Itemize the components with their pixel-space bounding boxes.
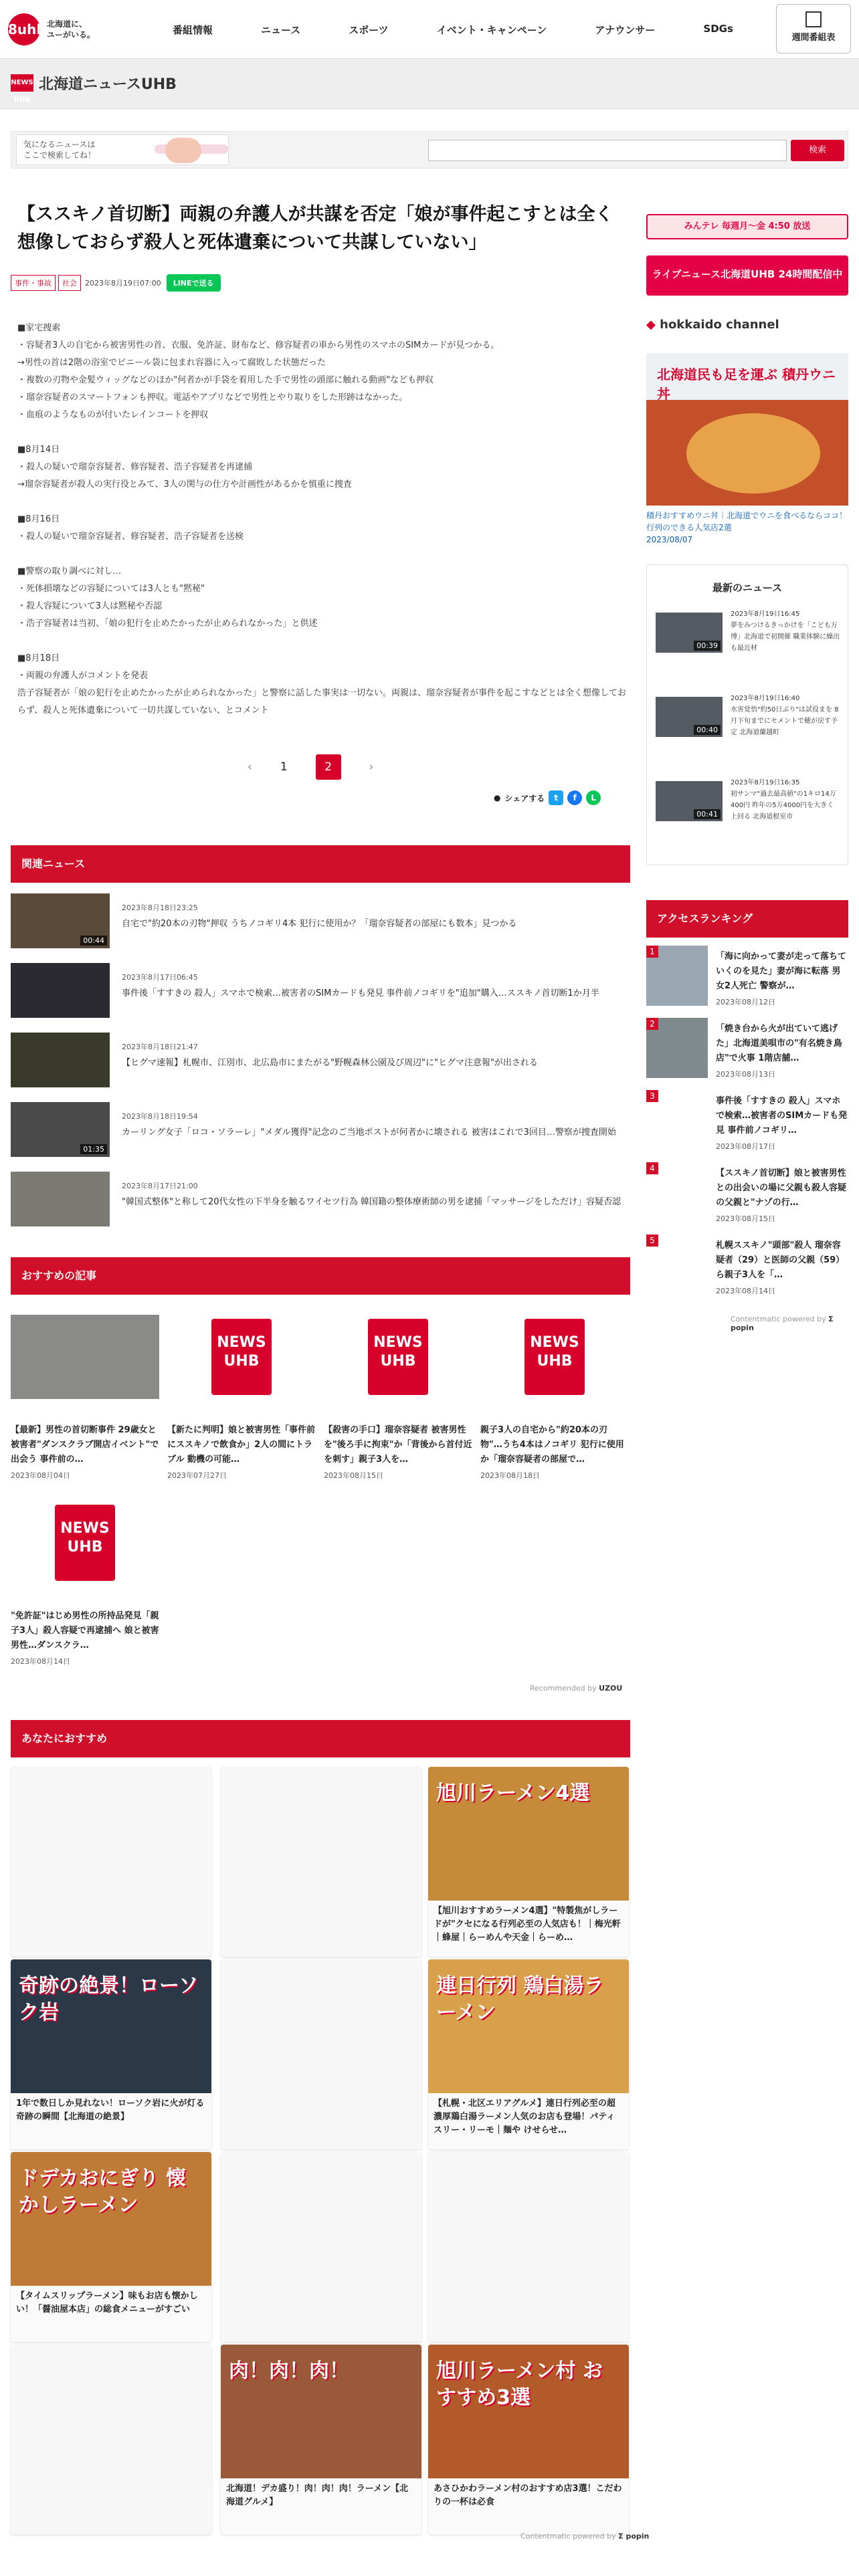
ranking-powered: Contentmatic powered by Σ popin [731, 1315, 834, 1332]
latest-thumbnail [656, 781, 723, 821]
paragraph-gap [17, 494, 630, 511]
article-line: →瑠奈容疑者が殺人の実行役とみて、3人の関与の仕方や計画性があるかを慎重に捜査 [17, 479, 352, 490]
news-uhb-logo-thumb: NEWS UHB [55, 1505, 115, 1581]
video-duration: 00:41 [694, 809, 721, 819]
paragraph-gap [17, 424, 630, 441]
recommended-thumbnail [11, 1501, 159, 1585]
article-line: ・殺人容疑について3人は黙秘や否認 [17, 601, 163, 611]
foryou-heading: あなたにおすすめ [11, 1720, 630, 1757]
urchin-bowl-image [686, 413, 820, 494]
ranking-title: 事件後「すすきの 殺人」スマホで検索…被害者のSIMカードも発見 事件前ノコギリ… [716, 1096, 848, 1136]
nav-sports[interactable]: スポーツ [349, 24, 389, 36]
recommended-thumbnail [324, 1315, 472, 1399]
empty-tile [221, 1959, 421, 2149]
latest-news-heading: 最新のニュース [712, 582, 783, 594]
empty-tile [11, 1767, 211, 1957]
uhb-logo[interactable]: 8uhb [8, 13, 40, 45]
contentmatic-powered: Contentmatic powered by Σ popin [520, 2532, 650, 2541]
article-line: ・瑠奈容疑者のスマートフォンも押収。電話やアプリなどで男性とやり取りをした形跡はなかった。 [17, 393, 408, 403]
related-date: 2023年8月18日23:25 [122, 903, 198, 912]
recommended-card[interactable] [480, 1315, 629, 1481]
nav-announcers[interactable]: アナウンサー [595, 24, 656, 36]
ranking-date: 2023年08月12日 [716, 998, 775, 1006]
latest-date: 2023年8月19日16:35 [731, 779, 800, 786]
next-page-icon[interactable]: › [369, 760, 374, 774]
sea-urchin-promo-image[interactable] [646, 353, 848, 506]
recommended-title: 【殺害の手口】瑠奈容疑者 被害男性を"後ろ手に拘束"か「背後から首付近を刺す」親子3人を… [324, 1425, 472, 1465]
line-share-button[interactable]: LINEで送る [167, 274, 221, 292]
news-uhb-logo-thumb: NEWS UHB [524, 1319, 585, 1395]
recommended-title: "免許証"はじめ男性の所持品発見「親子3人」殺人容疑で再逮捕へ 娘と被害男性…ダンスクラ… [11, 1611, 159, 1650]
prev-page-icon[interactable]: ‹ [248, 760, 252, 774]
related-item[interactable] [11, 893, 630, 952]
weekly-label: 週間番組表 [791, 33, 836, 43]
latest-text [731, 609, 840, 654]
related-thumbnail [11, 893, 110, 948]
recommended-card[interactable] [11, 1501, 159, 1667]
related-item[interactable] [11, 963, 630, 1022]
recommended-thumbnail [480, 1315, 629, 1399]
news-uhb-logo-thumb: NEWS UHB [211, 1319, 272, 1395]
article-title: 【ススキノ首切断】両親の弁護人が共謀を否定「娘が事件起こすとは全く想像しておらず殺人と死体遺棄について共謀していない」 [17, 204, 613, 253]
related-text [122, 963, 599, 1002]
tag-society[interactable]: 社会 [58, 275, 81, 291]
foryou-tile[interactable] [11, 1959, 211, 2149]
foryou-image-text: 肉！肉！肉！ [229, 2359, 349, 2383]
latest-news-item[interactable] [656, 774, 840, 836]
foryou-image-text: 旭川ラーメン4選 [436, 1782, 590, 1805]
video-duration: 00:44 [80, 936, 107, 946]
ranking-title: 「焼き台から火が出ていて逃げた」北海道美唄市の"有名焼き鳥店"で火事 1階店舗… [716, 1024, 842, 1063]
page-2[interactable]: 2 [316, 754, 341, 780]
latest-thumbnail [656, 697, 723, 737]
weekly-schedule-button[interactable] [776, 4, 851, 53]
related-title: "韓国式整体"と称して20代女性の下半身を触るワイセツ行為 韓国籍の整体療術師の男を逮捕「マッサージをしただけ」容疑否認 [122, 1197, 622, 1207]
foryou-image-text: ドデカおにぎり 懐かしラーメン [19, 2167, 186, 2217]
related-thumbnail [11, 963, 110, 1018]
related-text [122, 1102, 616, 1141]
line-icon[interactable]: L [586, 790, 601, 805]
pagination [248, 754, 373, 780]
foryou-caption: 【タイムスリップラーメン】味もお店も懐かしい！「醤油屋本店」の総食メニューがすごい [16, 2291, 198, 2315]
recommended-by: Recommended by UZOU [530, 1684, 623, 1693]
share-label: シェアする [504, 793, 545, 803]
latest-title: 夢をみつけるきっかけを「こども万博」北海道で初開催 職業体験に繰出も最近材 [731, 622, 840, 652]
foryou-tile[interactable] [11, 2152, 211, 2342]
empty-tile [221, 1767, 421, 1957]
promo-caption[interactable]: 積丹おすすめウニ丼｜北海道でウニを食べるならココ！行列のできる人気店2選 [646, 511, 848, 532]
recommended-card[interactable] [324, 1315, 472, 1481]
ranking-title: 「海に向かって妻が走って落ちていくのを見た」妻が海に転落 男女2人死亡 警察が… [716, 952, 846, 991]
recommended-title: 【新たに判明】娘と被害男性「事件前にススキノで飲食か」2人の間にトラブル 動機の可能… [167, 1425, 316, 1465]
foryou-image [428, 1767, 629, 1901]
share-bar [494, 790, 601, 805]
related-title: カーリング女子「ロコ・ソラーレ」"メダル獲得"記念のご当地ポストが何者かに壊される 被害はこれで3回目…警察が捜査開始 [122, 1128, 616, 1138]
foryou-image [11, 1959, 211, 2093]
article-meta [11, 274, 221, 292]
foryou-image [221, 2345, 421, 2478]
latest-text [731, 777, 840, 823]
latest-text [731, 693, 840, 738]
mintele-ad[interactable]: みんテレ 毎週月～金 4:50 放送 [646, 214, 848, 239]
related-date: 2023年8月17日06:45 [122, 973, 198, 982]
ranking-number: 1 [646, 946, 658, 958]
related-thumbnail [11, 1172, 110, 1226]
ranking-date: 2023年08月13日 [716, 1070, 775, 1079]
ranking-heading: アクセスランキング [646, 900, 848, 938]
paragraph-gap [17, 633, 630, 650]
foryou-image [428, 2345, 629, 2478]
article-line: ・容疑者3人の自宅から被害男性の首、衣服、免許証、財布など、修容疑者の車から男性のスマホのSIMカードが見つかる。 [17, 340, 500, 350]
related-date: 2023年8月18日21:47 [122, 1043, 198, 1051]
recommended-heading: おすすめの記事 [11, 1257, 630, 1295]
foryou-image [11, 2152, 211, 2286]
paragraph-gap [17, 546, 630, 563]
live-news-ad[interactable]: ライブニュース北海道UHB 24時間配信中 [646, 255, 848, 296]
recommended-title: 【最新】男性の首切断事件 29歳女と被害者"ダンスクラブ開店イベント"で出会う 事件前の… [11, 1425, 159, 1465]
recommended-title: 親子3人の自宅から"約20本の刃物"…うち4本はノコギリ 犯行に使用か「瑠奈容疑者の部屋で… [480, 1425, 624, 1465]
nav-news[interactable]: ニュース [261, 24, 301, 36]
empty-tile [11, 2345, 211, 2535]
article-line: ・浩子容疑者は当初、「娘の犯行を止めたかったが止められなかった」と供述 [17, 619, 318, 629]
ranking-number: 3 [646, 1090, 658, 1102]
ranking-item[interactable] [646, 1090, 848, 1170]
nav-events[interactable]: イベント・キャンペーン [436, 24, 547, 36]
related-title: 自宅で"約20本の刃物"押収 うちノコギリ4本 犯行に使用か？「瑠奈容疑者の部屋にも数本」見つかる [122, 919, 517, 929]
recommended-date: 2023年07月27日 [167, 1471, 227, 1480]
latest-news-item[interactable] [656, 606, 840, 667]
foryou-caption: 【旭川おすすめラーメン4選】"特製焦がしラードが"クセになる行列必至の人気店も！｜梅光軒｜蜂屋｜らーめんや天金｜らーめ… [434, 1906, 621, 1943]
latest-date: 2023年8月19日16:45 [731, 611, 800, 618]
article-line: ・複数の刃物や金髪ウィッグなどのほか"何者かが手袋を着用した手で男性の頭部に触れる動画"なども押収 [17, 375, 434, 385]
search-promo [16, 134, 229, 165]
nav-programs[interactable]: 番組情報 [173, 24, 213, 36]
article-line: ・死体損壊などの容疑については3人とも"黙秘" [17, 584, 205, 594]
latest-title: 水害覚悟"約50日ぶり"は試役まを 8月下旬までにセメントで穂が戻す予定 北海道蘭越町 [731, 706, 839, 736]
article-line: ・血痕のようなものが付いたレインコートを押収 [17, 410, 209, 420]
ranking-date: 2023年08月17日 [716, 1142, 775, 1151]
related-thumbnail [11, 1102, 110, 1157]
related-item[interactable] [11, 1033, 630, 1091]
article-line: →男性の首は2階の浴室でビニール袋に包まれ容器に入って腐敗した状態だった [17, 358, 326, 368]
ranking-item[interactable] [646, 1018, 848, 1098]
ranking-number: 5 [646, 1235, 658, 1247]
related-date: 2023年8月17日21:00 [122, 1182, 198, 1190]
foryou-caption: 1年で数日しか見れない！ローソク岩に火が灯る奇跡の瞬間【北海道の絶景】 [16, 2099, 205, 2122]
channel-logo-icon: ◆ [646, 318, 656, 332]
hokkaido-channel-logo[interactable]: ◆ hokkaido channel [646, 318, 779, 332]
ranking-item[interactable] [646, 946, 848, 1026]
grid-icon [805, 11, 822, 27]
mascot-image [165, 138, 201, 163]
related-date: 2023年8月18日19:54 [122, 1112, 198, 1121]
logo-box: NEWS UHB [11, 74, 33, 92]
recommended-date: 2023年08月04日 [11, 1471, 70, 1480]
ranking-date: 2023年08月15日 [716, 1214, 775, 1223]
empty-tile [428, 2152, 629, 2342]
search-input[interactable] [428, 140, 787, 161]
promo-image-text: 北海道民も足を運ぶ 積丹ウニ丼 [646, 353, 848, 400]
latest-title: 初サンマ"過去最高値"の1キロ14万400円 昨年の5万4000円を大きく上回る 北海道根室市 [731, 790, 836, 821]
related-item[interactable] [11, 1172, 630, 1230]
related-title: 事件後「すすきの 殺人」スマホで検索…被害者のSIMカードも発見 事件前ノコギリを"追加"購入…ススキノ首切断1か月半 [122, 988, 599, 998]
video-duration: 00:40 [694, 725, 721, 735]
article-line: ・殺人の疑いで瑠奈容疑者、修容疑者、浩子容疑者を再逮捕 [17, 462, 253, 472]
logo-text: 北海道ニュースUHB [39, 76, 177, 93]
ranking-number: 2 [646, 1018, 658, 1030]
ranking-title: 【ススキノ首切断】娘と被害男性との出会いの場に父親も殺人容疑の父親と"ナゾの行… [716, 1168, 847, 1208]
logo-tagline: 北海道に、 ユーがいる。 [47, 19, 96, 39]
foryou-image-text: 旭川ラーメン村 おすすめ3選 [436, 2359, 603, 2409]
article-line: ■警察の取り調べに対し… [17, 566, 122, 576]
ranking-item[interactable] [646, 1235, 848, 1315]
latest-thumbnail [656, 613, 723, 653]
related-news-heading: 関連ニュース [11, 845, 630, 883]
empty-tile [221, 2152, 421, 2342]
foryou-image-text: 奇跡の絶景！ローソク岩 [19, 1974, 199, 2024]
recommended-date: 2023年08月18日 [480, 1471, 540, 1480]
recommended-card[interactable] [167, 1315, 316, 1481]
ranking-title: 札幌ススキノ"頭部"殺人 瑠奈容疑者（29）と医師の父親（59）ら親子3人を「… [716, 1241, 845, 1280]
article-line: ・殺人の疑いで瑠奈容疑者、修容疑者、浩子容疑者を送検 [17, 532, 244, 542]
ranking-item[interactable] [646, 1162, 848, 1243]
foryou-tile[interactable] [221, 2345, 421, 2535]
related-thumbnail [11, 1033, 110, 1087]
tag-incident[interactable]: 事件・事故 [11, 275, 56, 291]
article-date: 2023年8月19日07:00 [85, 279, 161, 288]
news-uhb-logo-thumb: NEWS UHB [368, 1319, 428, 1395]
article-line: ■8月14日 [17, 445, 60, 455]
promo-date: 2023/08/07 [646, 535, 693, 544]
foryou-caption: 北海道！デカ盛り！肉！肉！肉！ラーメン【北海道グルメ】 [226, 2484, 409, 2507]
foryou-image-text: 連日行列 鶏白湯ラーメン [436, 1974, 604, 2024]
foryou-caption: あさひかわラーメン村のおすすめ店3選！こだわりの一杯は必食 [434, 2484, 622, 2507]
recommended-card[interactable] [11, 1315, 159, 1481]
main-nav [173, 23, 781, 37]
latest-date: 2023年8月19日16:40 [731, 695, 800, 702]
speech-bubble-icon: ● [494, 793, 501, 802]
related-title: 【ヒグマ速報】札幌市、江別市、北広島市にまたがる"野幌森林公園及び周辺"に"ヒグマ注意報"が出される [122, 1058, 538, 1068]
article-line: ・両親の弁護人がコメントを発表 [17, 671, 149, 681]
related-text [122, 893, 516, 932]
recommended-thumbnail [11, 1315, 159, 1399]
search-button[interactable]: 検索 [791, 140, 844, 161]
recommended-date: 2023年08月15日 [324, 1471, 383, 1480]
video-duration: 00:39 [694, 641, 721, 651]
foryou-tile[interactable] [428, 1959, 629, 2149]
ranking-number: 4 [646, 1162, 658, 1174]
page-1[interactable]: 1 [280, 760, 288, 774]
article-line: ■8月16日 [17, 514, 60, 524]
related-text [122, 1033, 538, 1071]
article-line: 浩子容疑者が「娘の犯行を止めたかったが止められなかった」と警察に話した事実は一切ない。両親は、瑠奈容疑者が事件を起こすなどとは全く想像しておらず、殺人と死体遺棄について一切共謀していない、とコメント [17, 688, 627, 716]
recommended-thumbnail [167, 1315, 316, 1399]
foryou-image [428, 1959, 629, 2093]
nav-sdgs[interactable]: SDGs [703, 23, 733, 35]
foryou-tile[interactable] [428, 2345, 629, 2535]
article-line: ■家宅捜索 [17, 323, 61, 333]
article-line: ■8月18日 [17, 653, 60, 663]
facebook-icon[interactable]: f [567, 790, 582, 805]
video-duration: 01:35 [80, 1144, 107, 1154]
ranking-date: 2023年08月14日 [716, 1287, 775, 1295]
related-text [122, 1172, 621, 1210]
promo-text: 気になるニュースは ここで検索してね！ [23, 140, 96, 160]
latest-news-item[interactable] [656, 690, 840, 752]
article-body [17, 320, 630, 720]
foryou-tile[interactable] [428, 1767, 629, 1957]
foryou-caption: 【札幌・北区エリアグルメ】連日行列必至の超濃厚鶏白湯ラーメン人気のお店も登場！パティスリー・リーモ｜麺や けせらせ… [434, 2099, 615, 2135]
twitter-icon[interactable]: t [549, 790, 563, 805]
recommended-date: 2023年08月14日 [11, 1657, 70, 1666]
news-uhb-logo[interactable] [11, 72, 177, 104]
related-item[interactable] [11, 1102, 630, 1161]
